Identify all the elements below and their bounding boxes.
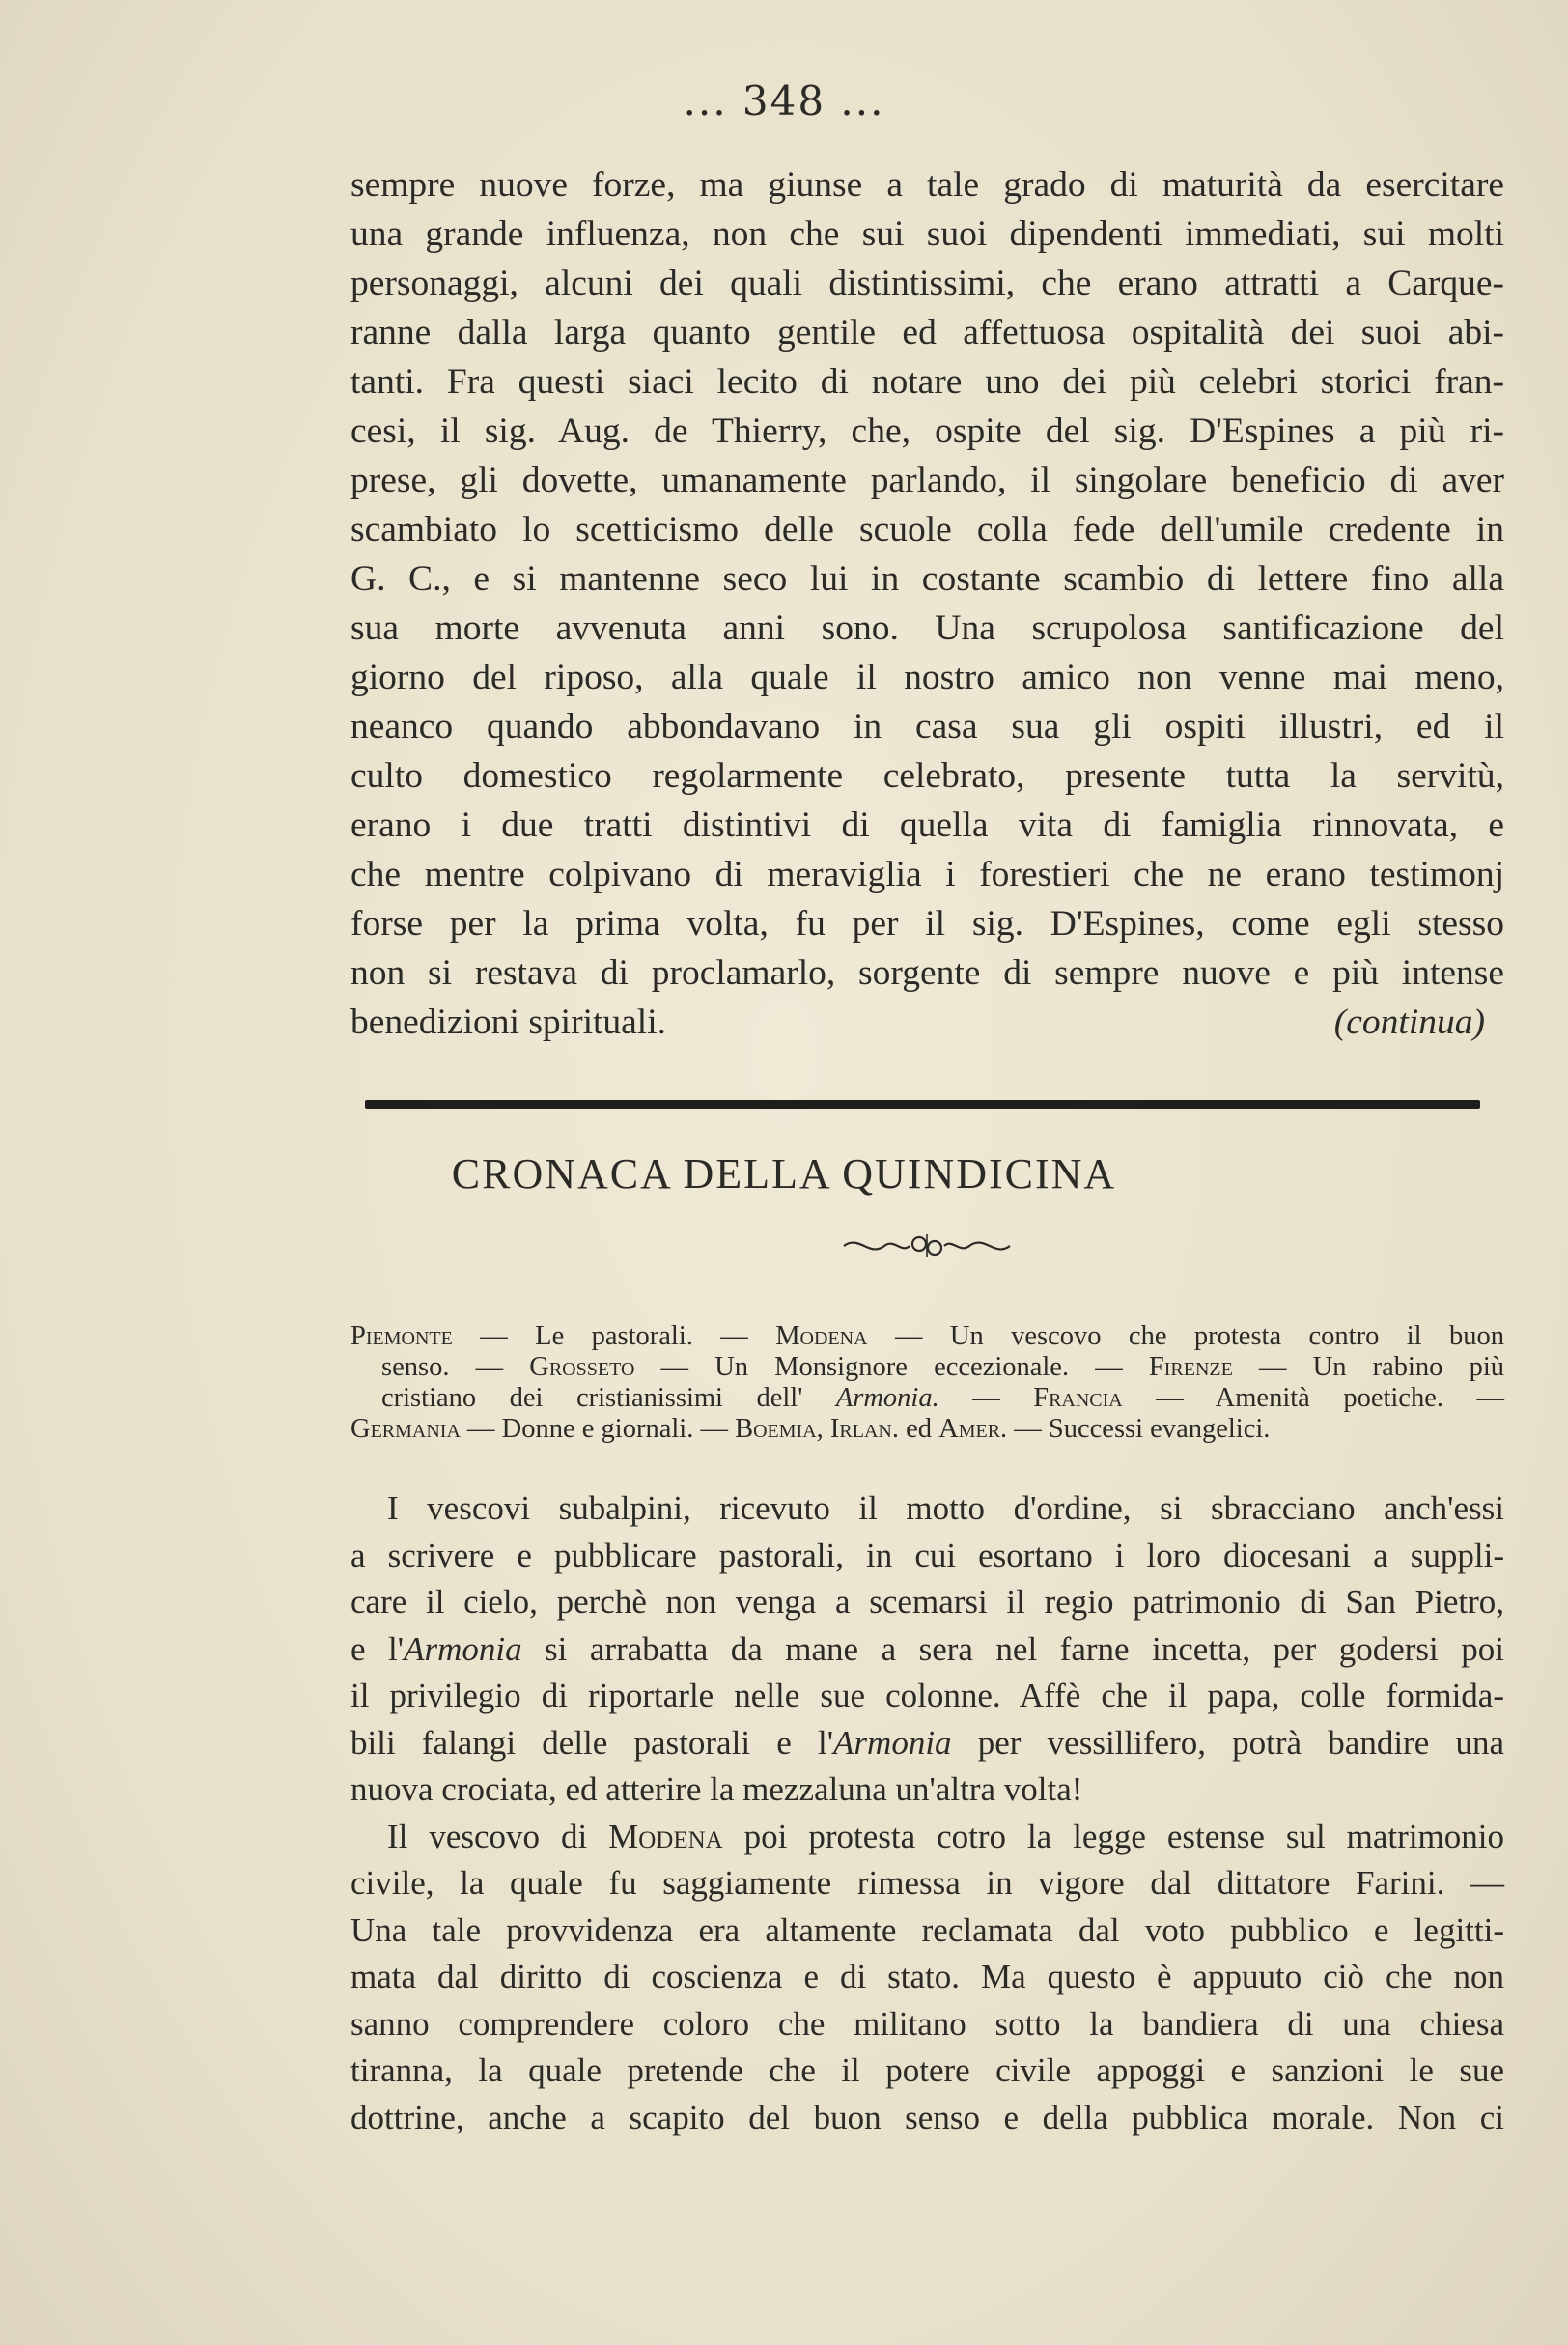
text-line: mata dal diritto di coscienza e di stato. Ma questo è appuuto ciò che non [350,1958,1504,1995]
text-line: civile, la quale fu saggiamente rimessa in vigore dal dittatore Farini. — [350,1864,1504,1902]
text-line: non si restava di proclamarlo, sorgente di sempre nuove e più intense [350,953,1504,993]
summary-text: — [938,1383,1034,1413]
text-line [350,1720,1504,1767]
text-line: G. C., e si mantenne seco lui in costante scambio di lettere fino alla [350,559,1504,599]
place-name: Boemia [735,1414,817,1444]
text-run: Il vescovo di [387,1817,609,1855]
text-line: tanti. Fra questi siaci lecito di notare uno dei più celebri storici fran- [350,362,1504,402]
summary-line [350,1383,1504,1414]
text-run: bili falangi delle pastorali e l' [350,1723,834,1762]
place-name: Irlan. [829,1414,899,1444]
text-line: neanco quando abbondavano in casa sua gli ospiti illustri, ed il [350,707,1504,747]
text-line: il privilegio di riportarle nelle sue colonne. Affè che il papa, colle formida- [350,1677,1504,1714]
last-line-text: benedizioni spirituali. [350,1003,667,1042]
text-line: erano i due tratti distintivi di quella vita di famiglia rinnovata, e [350,805,1504,845]
text-line [350,1626,1504,1674]
place-name: Modena [775,1321,868,1351]
text-line: personaggi, alcuni dei quali distintissimi, che erano attratti a Carque- [350,264,1504,303]
text-line: sanno comprendere coloro che militano sotto la bandiera di una chiesa [350,2004,1504,2043]
text-line: a scrivere e pubblicare pastorali, in cui esortano i loro diocesani a suppli- [350,1536,1504,1574]
chronicle-summary [350,1321,1504,1445]
text-line: I vescovi subalpini, ricevuto il motto d'ordine, si sbracciano anch'essi [387,1489,1504,1527]
summary-line [350,1414,1504,1445]
text-line [350,1814,1504,1861]
text-line: forse per la prima volta, fu per il sig. D'Espines, come egli stesso [350,904,1504,944]
chronicle-body [350,1485,1504,2141]
text-line: culto domestico regolarmente celebrato, presente tutta la servitù, [350,756,1504,796]
text-line: dottrine, anche a scapito del buon senso e della pubblica morale. Non ci [350,2098,1504,2136]
place-name: Firenze [1148,1352,1233,1382]
text-line: ranne dalla larga quanto gentile ed affettuosa ospitalità dei suoi abi- [350,313,1504,353]
chronicle-title: CRONACA DELLA QUINDICINA [451,1150,1117,1198]
place-name: Germania [350,1414,461,1444]
text-line: che mentre colpivano di meraviglia i forestieri che ne erano testimonj [350,855,1504,894]
place-name: Modena [608,1817,723,1855]
summary-text: — Un Monsignore eccezionale. — [634,1352,1149,1382]
place-name: Amer. [938,1414,1008,1444]
summary-line [350,1321,1504,1352]
summary-text: ed [898,1414,939,1444]
summary-text: — Amenità poetiche. — [1122,1383,1504,1413]
summary-line [350,1352,1504,1383]
text-line: prese, gli dovette, umanamente parlando, il singolare beneficio di aver [350,461,1504,500]
place-name: Piemonte [350,1321,453,1351]
text-line: tiranna, la quale pretende che il potere civile appoggi e sanzioni le sue [350,2051,1504,2089]
text-line: nuova crociata, ed atterire la mezzaluna un'altra volta! [350,1770,1083,1808]
text-line-last [350,998,1504,1047]
text-line: sua morte avvenuta anni sono. Una scrupolosa santificazione del [350,608,1504,648]
page-number: ... 348 ... [683,77,885,125]
text-line: scambiato lo scetticismo delle scuole colla fede dell'umile credente in [350,510,1504,550]
text-run: per vessillifero, potrà bandire una [951,1723,1504,1762]
summary-text: — Un rabino più [1232,1352,1504,1382]
summary-text: , [816,1414,830,1444]
ornament-icon [840,1227,1014,1265]
text-line: Una tale provvidenza era altamente reclamata dal voto pubblico e legitti- [350,1910,1504,1949]
text-run: e l' [350,1629,405,1668]
text-line: una grande influenza, non che sui suoi dipendenti immediati, sui molti [350,214,1504,254]
text-line: cesi, il sig. Aug. de Thierry, che, ospite del sig. D'Espines a più ri- [350,411,1504,451]
italic-title: Armonia [833,1723,952,1762]
place-name: Grosseto [529,1352,635,1382]
summary-text: — Un vescovo che protesta contro il buon [867,1321,1504,1351]
summary-text: senso. — [381,1352,530,1382]
text-line: giorno del riposo, alla quale il nostro amico non venne mai meno, [350,658,1504,697]
summary-text: — Successi evangelici. [1007,1414,1271,1444]
summary-italic: Armonia. [835,1383,939,1413]
text-line: care il cielo, perchè non venga a scemarsi il regio patrimonio di San Pietro, [350,1583,1504,1621]
summary-text: — Le pastorali. — [452,1321,776,1351]
section-divider [365,1100,1480,1109]
continua-note: (continua) [1333,1003,1485,1042]
text-run: si arrabatta da mane a sera nel farne incetta, per godersi poi [521,1629,1504,1668]
summary-text: — Donne e giornali. — [460,1414,736,1444]
summary-text: cristiano dei cristianissimi dell' [381,1383,836,1413]
place-name: Francia [1033,1383,1123,1413]
text-line: sempre nuove forze, ma giunse a tale grado di maturità da esercitare [350,165,1504,205]
text-run: poi protesta cotro la legge estense sul matrimonio [722,1817,1504,1855]
italic-title: Armonia [404,1629,522,1668]
article-continuation [350,160,1504,1047]
